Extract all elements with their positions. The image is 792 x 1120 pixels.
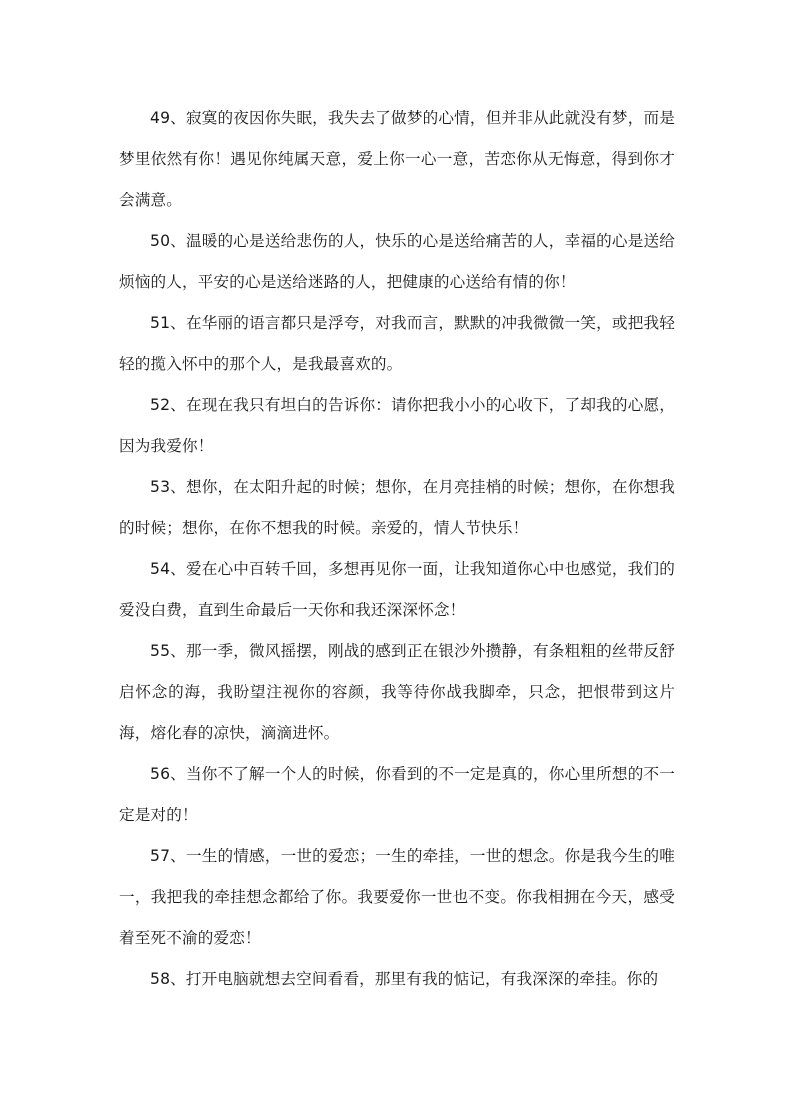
paragraph-50: 50、温暖的心是送给悲伤的人，快乐的心是送给痛苦的人，幸福的心是送给烦恼的人，平安的心是送给迷路的人，把健康的心送给有情的你！ bbox=[119, 232, 675, 291]
paragraph-52: 52、在现在我只有坦白的告诉你：请你把我小小的心收下，了却我的心愿，因为我爱你！ bbox=[119, 396, 675, 455]
paragraph-55: 55、那一季，微风摇摆，刚战的感到正在银沙外攒静，有条粗粗的丝带反舒启怀念的海，我盼望注视你的容颜，我等待你战我脚牵，只念，把恨带到这片海，熔化春的凉快，滴滴进怀。 bbox=[119, 642, 675, 742]
paragraph-54: 54、爱在心中百转千回，多想再见你一面，让我知道你心中也感觉，我们的爱没白费，直到生命最后一天你和我还深深怀念！ bbox=[119, 560, 675, 619]
paragraph-56: 56、当你不了解一个人的时候，你看到的不一定是真的，你心里所想的不一定是对的！ bbox=[119, 765, 675, 824]
paragraph-57: 57、一生的情感，一世的爱恋；一生的牵挂，一世的想念。你是我今生的唯一，我把我的牵挂想念都给了你。我要爱你一世也不变。你我相拥在今天，感受着至死不渝的爱恋！ bbox=[119, 847, 675, 947]
paragraph-51: 51、在华丽的语言都只是浮夸，对我而言，默默的冲我微微一笑，或把我轻轻的揽入怀中的那个人，是我最喜欢的。 bbox=[119, 314, 675, 373]
paragraph-53: 53、想你，在太阳升起的时候；想你，在月亮挂梢的时候；想你，在你想我的时候；想你，在你不想我的时候。亲爱的，情人节快乐！ bbox=[119, 478, 675, 537]
paragraph-58: 58、打开电脑就想去空间看看，那里有我的惦记，有我深深的牵挂。你的 bbox=[150, 970, 659, 988]
document-body bbox=[119, 98, 675, 1000]
paragraph-49: 49、寂寞的夜因你失眠，我失去了做梦的心情，但并非从此就没有梦，而是梦里依然有你！遇见你纯属天意，爱上你一心一意，苦恋你从无悔意，得到你才会满意。 bbox=[119, 109, 675, 209]
